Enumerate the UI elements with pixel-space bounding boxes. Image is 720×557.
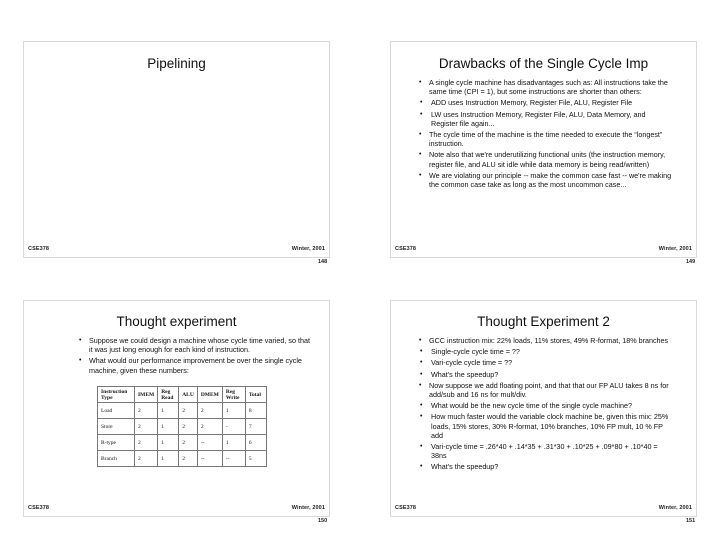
table-row bbox=[98, 419, 267, 435]
table-header: DMEM bbox=[197, 387, 222, 403]
slide-151 bbox=[390, 300, 697, 517]
table-cell: 2 bbox=[179, 435, 198, 451]
table-row bbox=[98, 451, 267, 467]
slide-title: Thought Experiment 2 bbox=[477, 314, 610, 329]
slide-footer-course: CSE378 bbox=[395, 505, 417, 511]
table-cell: R-type bbox=[98, 435, 135, 451]
slide-title: Drawbacks of the Single Cycle Imp bbox=[438, 56, 649, 71]
sub-bullet-item: • How much faster would the variable clock machine be, given this mix: 25% loads, 15% stores, 30% R-format, 10% branches, 10% FP mult, 10 % FP add bbox=[419, 412, 673, 440]
table-cell: -- bbox=[222, 451, 245, 467]
table-cell: Load bbox=[98, 403, 135, 419]
table-cell: 1 bbox=[158, 419, 179, 435]
table-header: IMEM bbox=[135, 387, 158, 403]
sub-bullet-item: • Single-cycle cycle time = ?? bbox=[419, 347, 673, 356]
slide-footer-course: CSE378 bbox=[395, 246, 417, 252]
sub-bullet-item: • What's the speedup? bbox=[419, 462, 673, 471]
instruction-latency-table bbox=[97, 386, 267, 467]
table-cell: 2 bbox=[135, 403, 158, 419]
table-cell: 2 bbox=[197, 403, 222, 419]
table-cell: 8 bbox=[245, 403, 266, 419]
table-header-row bbox=[98, 387, 267, 403]
slide-footer-term: Winter, 2001 bbox=[658, 505, 692, 511]
bullet-item: • Now suppose we add floating point, and that that our FP ALU takes 8 ns for add/sub and 16 ns for mult/div. bbox=[419, 381, 673, 399]
sub-bullet-item: • What's the speedup? bbox=[419, 370, 673, 379]
slide-footer-term: Winter, 2001 bbox=[291, 505, 325, 511]
table-cell: 2 bbox=[179, 451, 198, 467]
table-cell: - bbox=[222, 419, 245, 435]
table-header: ALU bbox=[179, 387, 198, 403]
table-row bbox=[98, 403, 267, 419]
sub-bullet-item: • Vari-cycle time = .26*40 + .14*35 + .31*30 + .10*25 + .09*80 + .10*40 = 38ns bbox=[419, 442, 673, 460]
table-cell: 2 bbox=[197, 419, 222, 435]
bullet-item: • We are violating our principle -- make the common case fast -- we're making the common case take as long as the most uncommon case... bbox=[419, 171, 673, 189]
table-cell: 2 bbox=[135, 435, 158, 451]
table-header: Reg Read bbox=[158, 387, 179, 403]
table-cell: 1 bbox=[222, 403, 245, 419]
page-number: 151 bbox=[686, 518, 696, 524]
bullet-item: • The cycle time of the machine is the time needed to execute the “longest” instruction. bbox=[419, 130, 673, 148]
table-cell: 2 bbox=[179, 403, 198, 419]
slide-148 bbox=[23, 41, 330, 258]
table-cell: 1 bbox=[222, 435, 245, 451]
bullet-list bbox=[79, 336, 311, 377]
bullet-item: • Suppose we could design a machine whose cycle time varied, so that it was just long enough for each kind of instruction. bbox=[79, 336, 311, 354]
table-row bbox=[98, 435, 267, 451]
sub-bullet-item: • What would be the new cycle time of the single cycle machine? bbox=[419, 401, 673, 410]
sub-bullet-item: • LW uses Instruction Memory, Register File, ALU, Data Memory, and Register file again... bbox=[419, 110, 673, 128]
slide-footer-term: Winter, 2001 bbox=[291, 246, 325, 252]
slide-title: Pipelining bbox=[147, 56, 206, 71]
table-cell: 1 bbox=[158, 403, 179, 419]
table-cell: 7 bbox=[245, 419, 266, 435]
sub-bullet-item: • Vari-cycle cycle time = ?? bbox=[419, 358, 673, 367]
page-number: 149 bbox=[686, 259, 696, 265]
table-cell: 5 bbox=[245, 451, 266, 467]
slide-footer-course: CSE378 bbox=[28, 505, 50, 511]
table-header: Reg Write bbox=[222, 387, 245, 403]
table-cell: Store bbox=[98, 419, 135, 435]
table-header: Total bbox=[245, 387, 266, 403]
slide-150 bbox=[23, 300, 330, 517]
table-cell: -- bbox=[197, 451, 222, 467]
slide-149 bbox=[390, 41, 697, 258]
table-cell: 2 bbox=[135, 451, 158, 467]
slide-footer-course: CSE378 bbox=[28, 246, 50, 252]
bullet-item: • GCC instruction mix: 22% loads, 11% stores, 49% R-format, 18% branches bbox=[419, 336, 673, 345]
sub-bullet-item: • ADD uses Instruction Memory, Register File, ALU, Register File bbox=[419, 98, 673, 107]
bullet-item: • A single cycle machine has disadvantages such as: All instructions take the same time (CPI = 1), but some instructions are shorter than others: bbox=[419, 78, 673, 96]
table-cell: 2 bbox=[135, 419, 158, 435]
page-number: 150 bbox=[318, 518, 328, 524]
bullet-list bbox=[419, 78, 673, 191]
table-cell: 6 bbox=[245, 435, 266, 451]
slide-footer-term: Winter, 2001 bbox=[658, 246, 692, 252]
table-cell: -- bbox=[197, 435, 222, 451]
bullet-list bbox=[419, 336, 673, 474]
table-cell: 1 bbox=[158, 451, 179, 467]
bullet-item: • Note also that we're underutilizing functional units (the instruction memory, register file, and ALU sit idle while data memory is being read/written) bbox=[419, 150, 673, 168]
slide-title: Thought experiment bbox=[116, 314, 237, 329]
page-number: 148 bbox=[318, 259, 328, 265]
table-header: Instruction Type bbox=[98, 387, 135, 403]
table-cell: Branch bbox=[98, 451, 135, 467]
table-cell: 2 bbox=[179, 419, 198, 435]
bullet-item: • What would our performance improvement be over the single cycle machine, given these numbers: bbox=[79, 356, 311, 374]
table-cell: 1 bbox=[158, 435, 179, 451]
